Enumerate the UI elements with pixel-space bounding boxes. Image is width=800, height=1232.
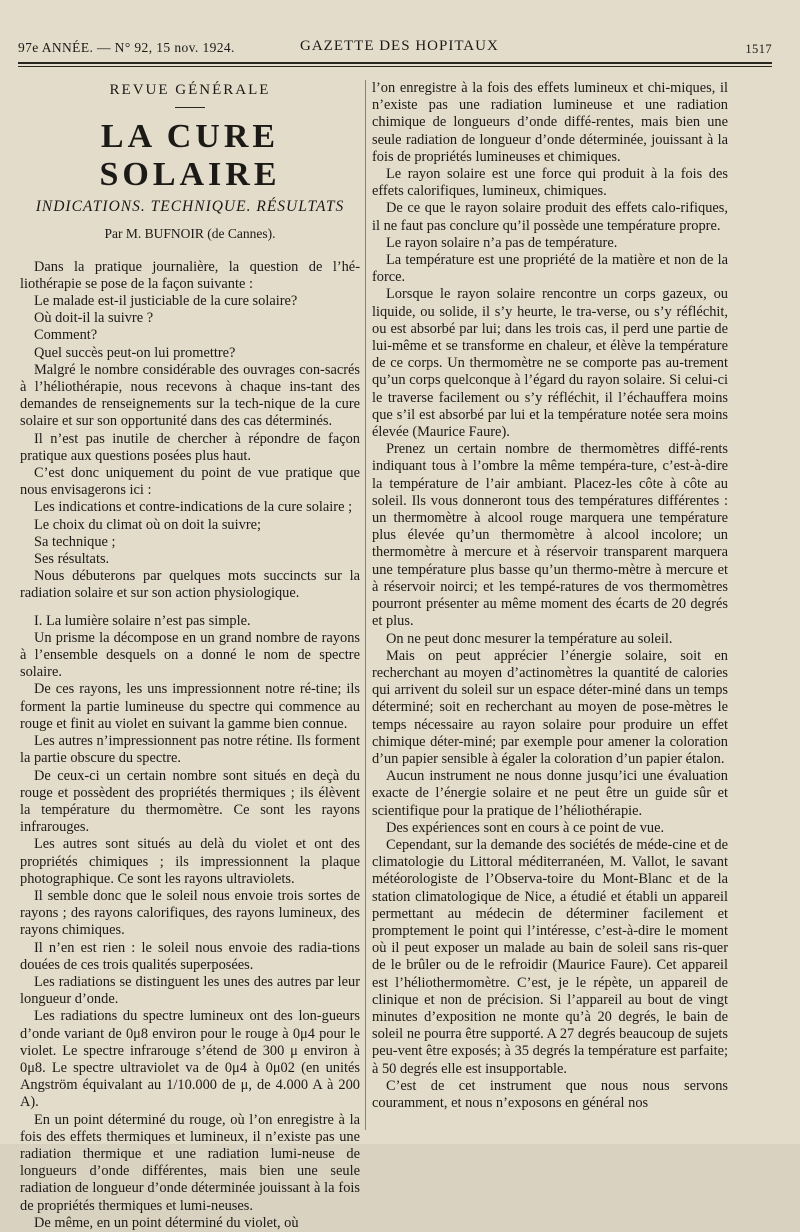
paragraph: Malgré le nombre considérable des ouvrages con-sacrés à l’héliothérapie, nous recevons à chaque ins-tant des demandes de renseignements sur la tech-nique de la cure solaire et sur son opportunité dans des cas déterminés. (20, 361, 360, 430)
paragraph: De ce que le rayon solaire produit des effets calo-rifiques, il ne faut pas conclure qu’il possède une température propre. (372, 200, 728, 234)
paragraph: Cependant, sur la demande des sociétés de méde-cine et de climatologie du Littoral méditerranéen, M. Vallot, le savant météorologiste de l’Observa-toire du Mont-Blanc et de la station climatologique de Nice, a étudié et établi un appareil permettant au médecin de déterminer facilement et promptement le point qui l’intéresse, c’est-à-dire le moment où il peut exposer un malade au bain de soleil sans ris-quer de le brûler ou de le refroidir (Maurice Faure). Cet appareil est l’héliothermomètre. C’est, je le répète, un appareil de clinique et non de précision. Si l’appareil au bout de vingt minutes d’exposition ne monte qu’à 20 degrés, le bain de soleil ne pourra être supporté. A 27 degrés beaucoup de sujets peu-vent être exposés; à 35 degrés la température est parfaite; à 50 degrés elle est insupportable. (372, 836, 728, 1077)
paragraph: C’est donc uniquement du point de vue pratique que nous envisagerons ici : (20, 465, 360, 499)
paragraph: Comment? (34, 327, 98, 344)
issue-info: 97e ANNÉE. — N° 92, 15 nov. 1924. (18, 40, 235, 55)
paragraph: Le rayon solaire n’a pas de température. (386, 234, 618, 251)
header-rule-thin (18, 66, 772, 67)
paragraph: Ses résultats. (34, 551, 110, 568)
paragraph: En un point déterminé du rouge, où l’on enregistre à la fois des effets thermiques et lumineux, il n’existe pas une radiation thermique et une radiation lumi-neuse de longueurs d’onde différentes, mais bien une seule radiation de longueur d’onde déterminée jouissant à la fois de propriétés thermiques et lumi-neuses. (20, 1111, 360, 1214)
paragraph: Les indications et contre-indications de la cure solaire ; (34, 499, 353, 516)
paragraph: Les radiations du spectre lumineux ont des lon-gueurs d’onde variant de 0μ8 environ pour le rouge à 0μ4 pour le violet. Le spectre infrarouge s’étend de 300 μ environ à 0μ8. Le spectre ultraviolet va de 0μ4 à 0μ02 (en unités Angström équivalant au 1/10.000 de μ, de 4.000 A à 200 A). (20, 1008, 360, 1111)
page-number: 1517 (745, 42, 772, 56)
paragraph: C’est de cet instrument que nous nous servons couramment, et nous n’exposons en général nos (372, 1077, 728, 1111)
paragraph: Les autres sont situés au delà du violet et ont des propriétés chimiques ; ils impressionnent la plaque photographique. Ce sont les rayons ultraviolets. (20, 836, 360, 887)
paragraph: Des expériences sont en cours à ce point de vue. (386, 819, 665, 836)
paragraph: De ceux-ci un certain nombre sont situés en deçà du rouge et possèdent des propriétés thermiques ; ils élèvent la température du thermomètre. Ce sont les rayons infrarouges. (20, 767, 360, 836)
paragraph: Il semble donc que le soleil nous envoie trois sortes de rayons ; des rayons calorifiques, des rayons lumineux, des rayons chimiques. (20, 887, 360, 939)
section-rule (175, 107, 205, 108)
article-subtitle: INDICATIONS. TECHNIQUE. RÉSULTATS (35, 198, 345, 216)
paragraph: De même, en un point déterminé du violet, où (34, 1214, 299, 1231)
journal-name: GAZETTE DES HOPITAUX (300, 38, 499, 54)
paragraph: Quel succès peut-on lui promettre? (34, 344, 236, 361)
paragraph: Il n’en est rien : le soleil nous envoie des radia-tions douées de ces trois qualités superposées. (20, 939, 360, 973)
paragraph: Les radiations se distinguent les unes des autres par leur longueur d’onde. (20, 973, 360, 1008)
right-column (372, 80, 728, 1112)
paragraph: Nous débuterons par quelques mots succincts sur la radiation solaire et sur son action physiologique. (20, 568, 360, 602)
paragraph: Dans la pratique journalière, la question de l’hé-liothérapie se pose de la façon suivante : (20, 258, 360, 292)
paragraph: De ces rayons, les uns impressionnent notre ré-tine; ils forment la partie lumineuse du spectre qui commence au rouge et finit au violet en suivant la gamme bien connue. (20, 681, 360, 732)
article-author: Par M. BUFNOIR (de Cannes). (104, 226, 276, 242)
paragraph: Aucun instrument ne nous donne jusqu’ici une évaluation exacte de l’énergie solaire et ne peut être un guide sûr et scientifique pour la pratique de l’héliothérapie. (372, 768, 728, 819)
paragraph: Mais on peut apprécier l’énergie solaire, soit en recherchant au moyen d’actinomètres la quantité de calories qui arrivent du soleil sur un espace déter-miné dans un temps déterminé; soit en recherchant au moyen de pose-mètres le temps nécessaire au rayon solaire pour produire un effet chimique déter-miné; par exemple pour amener la coloration d’un papier sensible à égaler la coloration d’un papier étalon. (372, 647, 728, 767)
paragraph: Il n’est pas inutile de chercher à répondre de façon pratique aux questions posées plus haut. (20, 430, 360, 464)
paragraph: On ne peut donc mesurer la température au soleil. (386, 630, 673, 647)
article-title: LA CURE SOLAIRE (99, 118, 281, 194)
paragraph: Lorsque le rayon solaire rencontre un corps gazeux, ou liquide, ou solide, il s’y heurte, le tra-verse, ou s’y réfléchit, ou est absorbé par lui; dans les trois cas, il perd une partie de lui-même et se transforme en chaleur, et élève la température de ce corps. Un thermomètre ne se comporte pas au-trement qu’un corps quelconque à l’égard du rayon solaire. Si celui-ci le traverse facilement ou s’y réfléchit, il l’échauffera moins que s’il est absorbé par lui et la température notée sera moins élevée (Maurice Faure). (372, 286, 728, 441)
paragraph: Un prisme la décompose en un grand nombre de rayons à l’ensemble desquels on a donné le nom de spectre solaire. (20, 629, 360, 681)
paragraph: Où doit-il la suivre ? (34, 310, 154, 327)
paragraph: l’on enregistre à la fois des effets lumineux et chi-miques, il n’existe pas une radiation lumineuse et une radiation chimique de longueurs d’onde diffé-rentes, mais bien une seule radiation de longueur d’onde déterminée, jouissant à la fois de propriétés lumineuses et chimiques. (372, 80, 728, 165)
section-heading: REVUE GÉNÉRALE (109, 82, 271, 98)
paragraph: Les autres n’impressionnent pas notre rétine. Ils forment la partie obscure du spectre. (20, 733, 360, 767)
column-divider (365, 80, 366, 1130)
running-header (18, 36, 772, 62)
paragraph: La température est une propriété de la matière et non de la force. (372, 252, 728, 286)
paragraph: Prenez un certain nombre de thermomètres diffé-rents indiquant tous à l’ombre la même tempéra-ture, c’est-à-dire la température de l’air ambiant. Placez-les côte à côte au soleil. Ils vous donneront tous des températures différentes : un thermomètre à alcool rouge marquera une température plus élevée qu’un thermomètre à alcool incolore; un thermomètre à mercure et à réservoir transparent marquera une température plus basse qu’un thermo-mètre à mercure et à réservoir noirci; et les tempé-ratures de vos thermomètres pourront présenter au même moment des écarts de 20 degrés et plus. (372, 441, 728, 630)
paragraph: Le rayon solaire est une force qui produit à la fois des effets calorifiques, lumineux, chimiques. (372, 166, 728, 200)
paragraph: Le malade est-il justiciable de la cure solaire? (34, 293, 298, 310)
header-rule (18, 62, 772, 64)
left-column (20, 80, 360, 1232)
numbered-heading: I. La lumière solaire n’est pas simple. (34, 612, 251, 629)
paragraph: Sa technique ; (34, 533, 116, 550)
paragraph: Le choix du climat où on doit la suivre; (34, 516, 262, 533)
